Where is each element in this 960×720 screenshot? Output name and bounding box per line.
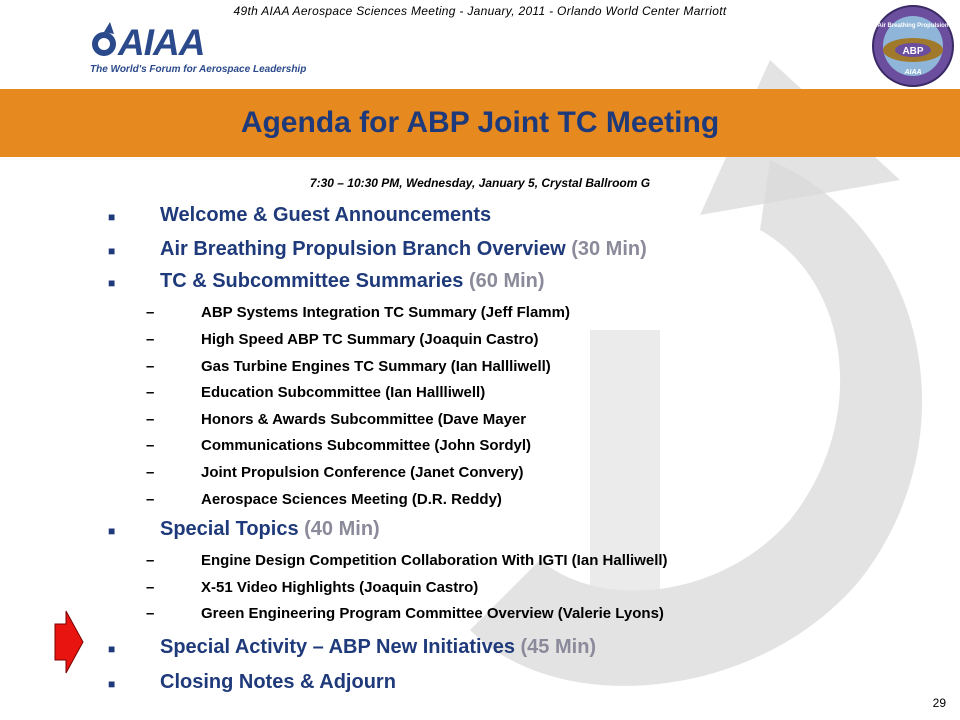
agenda-item-label: Special Activity – ABP New Initiatives [160,636,515,658]
bullet-icon: ■ [108,244,116,258]
sub-item-label: Joint Propulsion Conference (Janet Convery) [201,464,524,481]
abp-badge-icon [870,4,956,88]
bullet-icon: ■ [108,210,116,224]
agenda-item-label: Air Breathing Propulsion Branch Overview [160,238,566,260]
agenda-item-duration: (45 Min) [520,636,597,658]
agenda-item-label: Welcome & Guest Announcements [160,204,492,226]
sub-item-label: Gas Turbine Engines TC Summary (Ian Hallliwell) [201,358,551,375]
sub-item-label: X-51 Video Highlights (Joaquin Castro) [201,579,479,596]
sub-item-label: Green Engineering Program Committee Overview (Valerie Lyons) [201,605,664,622]
sub-item-label: Aerospace Sciences Meeting (D.R. Reddy) [201,491,502,508]
agenda-item-label: Closing Notes & Adjourn [160,671,396,693]
bullet-icon: ■ [108,642,116,656]
dash-marker: – [146,384,155,401]
sub-item-label: Education Subcommittee (Ian Hallliwell) [201,384,486,401]
dash-marker: – [146,552,155,569]
conference-header: 49th AIAA Aerospace Sciences Meeting - January, 2011 - Orlando World Center Marriott [233,4,727,18]
agenda-item-duration: (60 Min) [468,270,545,292]
dash-marker: – [146,437,155,454]
dash-marker: – [146,304,155,321]
bullet-icon: ■ [108,677,116,691]
sub-item-label: High Speed ABP TC Summary (Joaquin Castro) [201,331,539,348]
dash-marker: – [146,358,155,375]
dash-marker: – [146,605,155,622]
agenda-item-duration: (40 Min) [304,518,380,540]
badge-footer-text: AIAA [904,69,922,76]
sub-item-label: Honors & Awards Subcommittee (Dave Mayer [201,411,527,428]
bullet-icon: ■ [108,524,116,538]
agenda-item-label: TC & Subcommittee Summaries [160,270,464,292]
aiaa-logo-tagline: The World's Forum for Aerospace Leadership [90,64,307,75]
sub-item-label: Communications Subcommittee (John Sordyl) [201,437,532,454]
badge-center-text: ABP [902,46,924,57]
aiaa-logo [90,22,307,82]
dash-marker: – [146,579,155,596]
dash-marker: – [146,411,155,428]
dash-marker: – [146,331,155,348]
sub-item-label: ABP Systems Integration TC Summary (Jeff Flamm) [201,304,570,321]
agenda-item-label: Special Topics [160,518,299,540]
badge-ring-text: Air Breathing Propulsion [877,23,949,29]
meeting-time-location: 7:30 – 10:30 PM, Wednesday, January 5, Crystal Ballroom G [309,176,651,190]
red-arrow-icon [54,610,84,674]
aiaa-logo-icon [90,22,120,60]
page-title: Agenda for ABP Joint TC Meeting [240,106,720,139]
dash-marker: – [146,464,155,481]
page-number: 29 [932,696,946,710]
aiaa-logo-word: AIAA [118,22,205,63]
agenda-item-duration: (30 Min) [571,238,647,260]
sub-item-label: Engine Design Competition Collaboration With IGTI (Ian Halliwell) [201,552,668,569]
dash-marker: – [146,491,155,508]
bullet-icon: ■ [108,276,116,290]
